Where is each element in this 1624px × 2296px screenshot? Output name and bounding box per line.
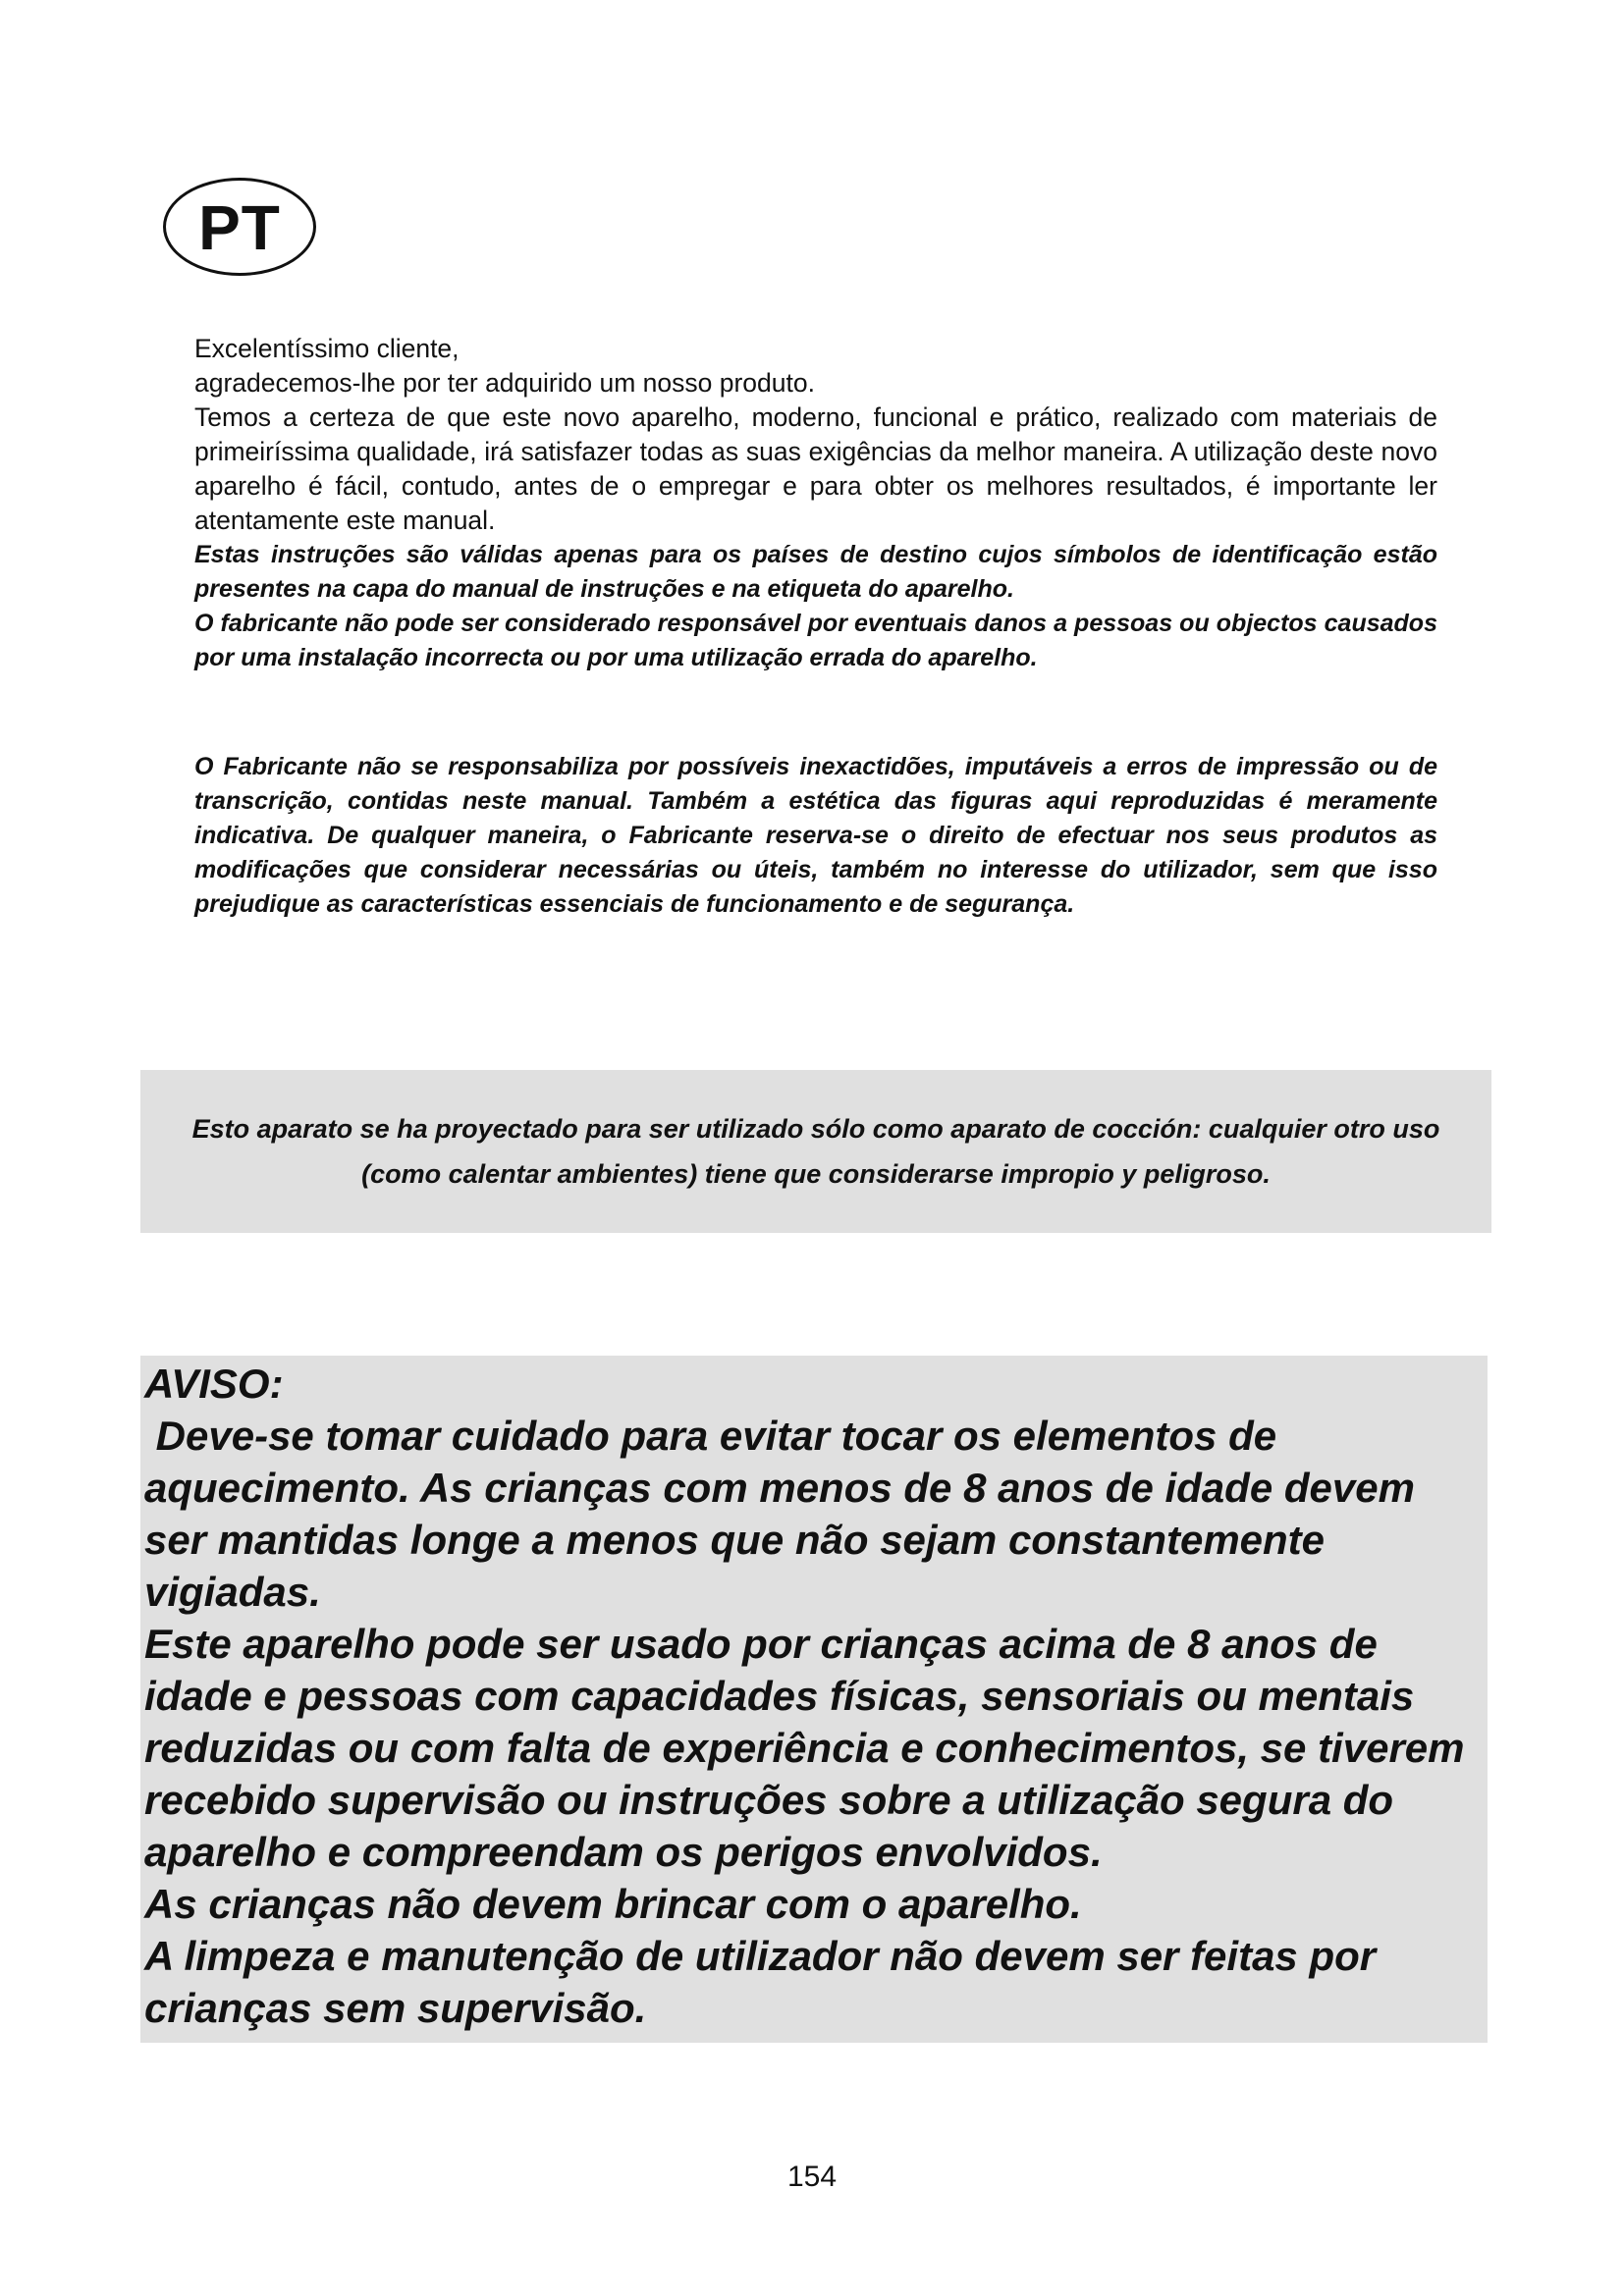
intro-section xyxy=(194,332,1437,675)
warning-box xyxy=(140,1356,1488,2043)
validity-notice: Estas instruções são válidas apenas para os países de destino cujos símbolos de identificação estão presentes na capa do manual de instruções e na etiqueta do aparelho. xyxy=(194,541,1437,603)
language-badge-label: PT xyxy=(198,192,281,263)
page-number: 154 xyxy=(786,2161,838,2193)
warning-title: AVISO: xyxy=(144,1361,284,1407)
usage-notice-text xyxy=(192,1106,1440,1197)
manufacturer-disclaimer: O Fabricante não se responsabiliza por possíveis inexactidões, imputáveis a erros de impressão ou de transcrição, contidas neste manual. Também a estética das figuras aqui reproduzidas é meramente indicativa. De qualquer maneira, o Fabricante reserva-se o direito de efectuar nos seus produtos as modificações que considerar necessárias ou úteis, também no interesse do utilizador, sem que isso prejudique as características essenciais de funcionamento e de segurança. xyxy=(194,753,1437,918)
greeting-text: Excelentíssimo cliente, xyxy=(194,334,460,363)
usage-notice-line-2: (como calentar ambientes) tiene que considerarse impropio y peligroso. xyxy=(361,1159,1271,1189)
thanks-text: agradecemos-lhe por ter adquirido um nosso produto. xyxy=(194,368,815,398)
warning-paragraph: A limpeza e manutenção de utilizador não devem ser feitas por crianças sem supervisão. xyxy=(144,1933,1377,2031)
usage-notice-line-1: Esto aparato se ha proyectado para ser utilizado sólo como aparato de cocción: cualquier otro uso xyxy=(191,1114,1440,1144)
language-badge xyxy=(163,178,316,276)
warning-paragraph: As crianças não devem brincar com o aparelho. xyxy=(144,1881,1082,1927)
liability-notice: O fabricante não pode ser considerado responsável por eventuais danos a pessoas ou objectos causados por uma instalação incorrecta ou por uma utilização errada do aparelho. xyxy=(194,610,1437,671)
warning-paragraph: Deve-se tomar cuidado para evitar tocar os elementos de aquecimento. As crianças com menos de 8 anos de idade devem ser mantidas longe a menos que não sejam constantemente vigiadas. xyxy=(144,1413,1427,1615)
warning-paragraph: Este aparelho pode ser usado por crianças acima de 8 anos de idade e pessoas com capacidades físicas, sensoriais ou mentais reduzidas ou com falta de experiência e conhecimentos, se tiverem recebido supervisão ou instruções sobre a utilização segura do aparelho e compreendam os perigos envolvidos. xyxy=(144,1621,1465,1875)
intro-body-text: Temos a certeza de que este novo aparelho, moderno, funcional e prático, realizado com materiais de primeiríssima qualidade, irá satisfazer todas as suas exigências da melhor maneira. A utilização deste novo aparelho é fácil, contudo, antes de o empregar e para obter os melhores resultados, é importante ler atentamente este manual. xyxy=(194,402,1437,535)
usage-notice-box xyxy=(140,1070,1491,1233)
